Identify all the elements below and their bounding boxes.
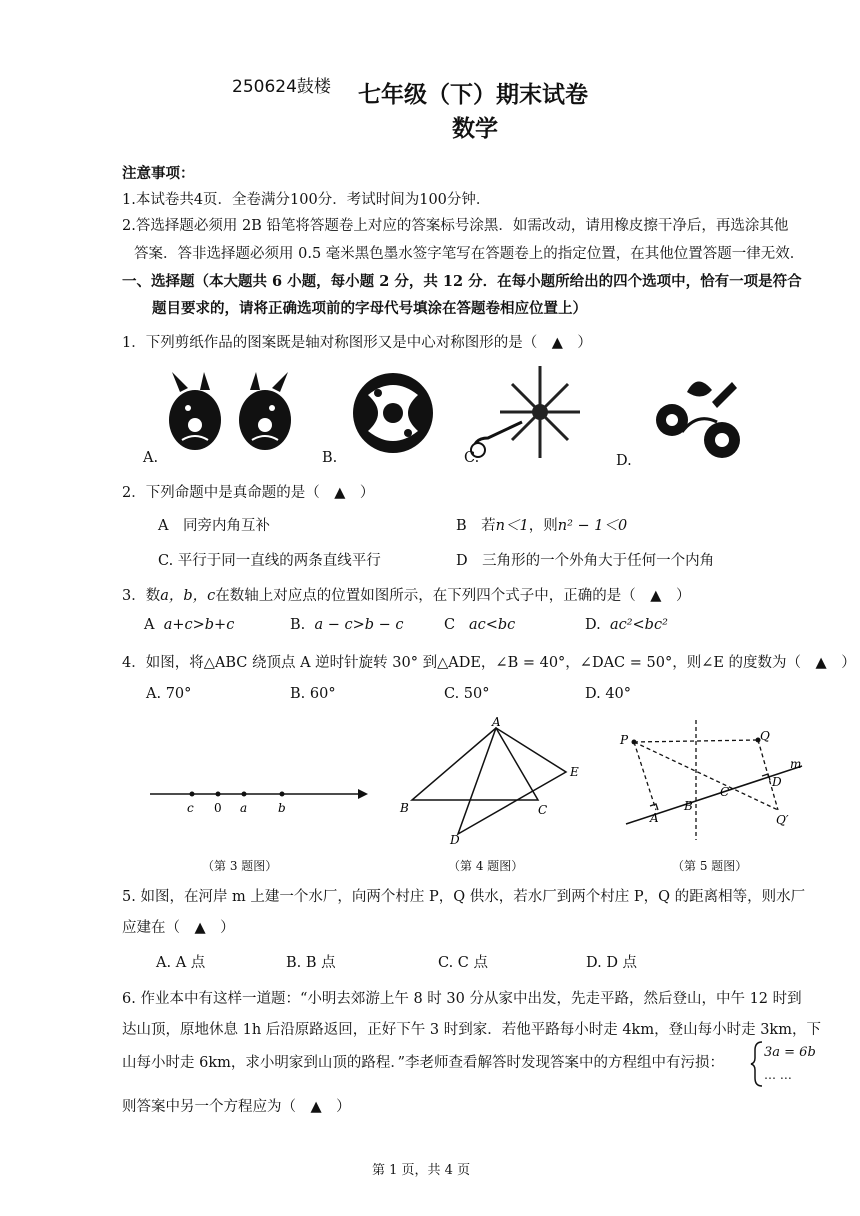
- question-2-stem: 2．下列命题中是真命题的是（ ▲ ）: [122, 485, 375, 501]
- question-6-line-1: 6. 作业本中有这样一道题：“小明去郊游上午 8 时 30 分从家中出发，先走平路，然后登山，中午 12 时到: [122, 991, 802, 1007]
- point-q-label: Q: [760, 729, 770, 743]
- question-6-line-3: 山每小时走 6km，求小明家到山顶的路程．”李老师查看解答时发现答案中的方程组中有污损：: [122, 1055, 725, 1071]
- caption-figure-5: （第 5 题图）: [672, 859, 748, 873]
- q2-option-a: A 同旁内角互补: [158, 518, 270, 534]
- section-heading-line-2: 题目要求的，请将正确选项前的字母代号填涂在答题卷相应位置上）: [152, 300, 587, 317]
- q2-option-b: [456, 514, 627, 535]
- point-q-prime-label: Q′: [776, 813, 789, 827]
- river-villages-figure: [612, 716, 812, 846]
- segment-pq-prime: [634, 742, 778, 810]
- q4-option-c: C. 50°: [444, 686, 490, 702]
- notes-heading: 注意事项：: [122, 166, 195, 182]
- vertex-c-label: C: [538, 803, 548, 817]
- q4-option-a: A. 70°: [146, 686, 192, 702]
- q3-option-b-expr: a − c>b − c: [314, 617, 404, 633]
- q2-option-d: D 三角形的一个外角大于任何一个内角: [456, 553, 715, 569]
- point-b-label: b: [278, 801, 286, 815]
- point-c-label: C: [720, 785, 730, 799]
- question-5-line-1: 5. 如图，在河岸 m 上建一个水厂，向两个村庄 P，Q 供水，若水厂到两个村庄 P，Q 的距离相等，则水厂: [122, 889, 806, 905]
- q1-label-b: B.: [322, 450, 338, 466]
- question-3-stem: [122, 584, 690, 605]
- question-1-stem: 1．下列剪纸作品的图案既是轴对称图形又是中心对称图形的是（ ▲ ）: [122, 335, 592, 351]
- q3-stem-vars: a，b，c: [160, 588, 216, 604]
- question-6-line-2: 达山顶，原地休息 1h 后沿原路返回，正好下午 3 时到家．若他平路每小时走 4km，登山每小时走 3km，下: [122, 1022, 821, 1038]
- q2-option-c: C. 平行于同一直线的两条直线平行: [158, 553, 381, 569]
- caption-figure-4: （第 4 题图）: [448, 859, 524, 873]
- point-c-label: c: [187, 801, 194, 815]
- q3-option-a: [144, 617, 234, 633]
- papercut-snowflake-image: [462, 358, 592, 466]
- rotation-triangles-figure: [392, 716, 592, 846]
- q2-option-b-condition: n＜1: [495, 518, 529, 534]
- q3-option-a-label: A: [144, 617, 155, 633]
- note-item-2-line-1: 2.答选择题必须用 2B 铅笔将答题卷上对应的答案标号涂黑．如需改动，请用橡皮擦干净后，再选涂其他: [122, 218, 789, 234]
- note-item-2-line-2: 答案．答非选择题必须用 0.5 毫米黑色墨水签字笔写在答题卷上的指定位置，在其他位置答题一律无效．: [134, 246, 805, 262]
- q3-stem-suffix: 在数轴上对应点的位置如图所示，在下列四个式子中，正确的是（ ▲ ）: [215, 588, 691, 604]
- point-b-dot: [280, 792, 285, 797]
- q1-label-c: C.: [464, 450, 480, 466]
- page-title: 七年级（下）期末试卷: [358, 82, 588, 108]
- q3-option-c: [444, 617, 515, 633]
- q3-stem-prefix: 3．数: [122, 588, 161, 604]
- equation-1: 3a = 6b: [764, 1045, 816, 1060]
- point-p-dot: [632, 740, 637, 745]
- q3-option-d: [585, 617, 668, 633]
- q5-option-a: A. A 点: [156, 955, 206, 971]
- point-a-label: A: [650, 811, 659, 825]
- q3-option-d-expr: ac²<bc²: [609, 617, 668, 633]
- q5-option-c: C. C 点: [438, 955, 488, 971]
- q3-option-b-label: B.: [290, 617, 306, 633]
- exam-code: 250624鼓楼: [232, 77, 331, 97]
- caption-figure-3: （第 3 题图）: [202, 859, 278, 873]
- point-p-label: P: [620, 733, 629, 747]
- q1-label-d: D.: [616, 453, 632, 469]
- point-d-label: D: [772, 775, 782, 789]
- point-zero-dot: [216, 792, 221, 797]
- q3-option-c-label: C: [444, 617, 456, 633]
- q2-option-b-expr: n² − 1＜0: [557, 518, 628, 534]
- point-a-dot: [242, 792, 247, 797]
- subject-title: 数学: [452, 116, 498, 142]
- equation-system-brace: [750, 1040, 764, 1088]
- point-a-label: a: [240, 801, 248, 815]
- point-b-label: B: [684, 799, 693, 813]
- q3-option-b: [290, 617, 404, 633]
- q5-option-b: B. B 点: [286, 955, 336, 971]
- note-item-1: 1.本试卷共4页．全卷满分100分．考试时间为100分钟．: [122, 192, 491, 208]
- vertex-a-label: A: [492, 716, 501, 729]
- equation-2-smudged: … …: [764, 1068, 792, 1082]
- number-line-figure: [140, 770, 375, 820]
- section-heading-line-1: 一、选择题（本大题共 6 小题，每小题 2 分，共 12 分．在每小题所给出的四个选项中，恰有一项是符合: [122, 273, 802, 290]
- q4-option-b: B. 60°: [290, 686, 336, 702]
- number-line-arrow: [358, 789, 368, 799]
- papercut-circle-image: [348, 365, 438, 460]
- line-m-label: m: [790, 757, 802, 771]
- question-5-line-2: 应建在（ ▲ ）: [122, 920, 235, 936]
- q2-option-b-prefix: B 若: [456, 518, 496, 534]
- q3-option-d-label: D.: [585, 617, 601, 633]
- papercut-rabbits-image: [160, 370, 300, 460]
- q1-label-a: A.: [143, 450, 159, 466]
- question-4-stem: 4．如图，将△ABC 绕顶点 A 逆时针旋转 30° 到△ADE，∠B = 40°，∠DAC = 50°，则∠E 的度数为（ ▲ ）: [122, 655, 856, 671]
- segment-pa: [634, 742, 656, 810]
- point-zero-label: 0: [214, 801, 222, 815]
- q5-option-d: D. D 点: [586, 955, 638, 971]
- right-angle-a: [650, 804, 658, 810]
- papercut-flower-image: [642, 372, 752, 462]
- q2-option-b-mid: ，则: [528, 518, 558, 534]
- q3-option-a-expr: a+c>b+c: [163, 617, 235, 633]
- vertex-e-label: E: [570, 765, 579, 779]
- q4-option-d: D. 40°: [585, 686, 632, 702]
- question-6-line-4: 则答案中另一个方程应为（ ▲ ）: [122, 1099, 351, 1115]
- triangle-ade: [458, 728, 566, 834]
- vertex-b-label: B: [400, 801, 409, 815]
- page-footer: 第 1 页，共 4 页: [372, 1163, 471, 1178]
- q3-option-c-expr: ac<bc: [468, 617, 516, 633]
- vertex-d-label: D: [450, 833, 460, 846]
- point-c-dot: [190, 792, 195, 797]
- triangle-abc: [412, 728, 538, 800]
